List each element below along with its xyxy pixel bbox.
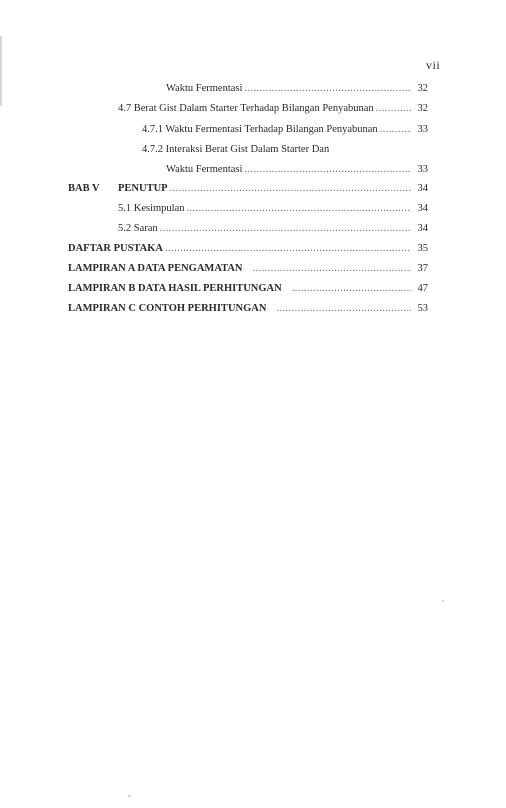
dot-leader <box>376 103 411 114</box>
dot-leader <box>244 164 411 175</box>
toc-entry-label: 4.7.1 Waktu Fermentasi Terhadap Bilangan Penyabunan <box>142 124 378 135</box>
dot-leader <box>160 223 411 234</box>
toc-entry-page: 32 <box>417 103 428 114</box>
toc-entry-label: LAMPIRAN B DATA HASIL PERHITUNGAN <box>68 283 282 294</box>
dot-leader <box>253 263 411 274</box>
toc-entry-lampiran-a <box>68 263 428 274</box>
scan-artifact <box>442 600 444 602</box>
toc-entry-page: 37 <box>417 263 428 274</box>
toc-entry-label: PENUTUP <box>118 183 168 194</box>
dot-leader <box>187 203 412 214</box>
toc-entry-4-7-1 <box>142 124 428 135</box>
toc-entry-page: 34 <box>417 223 428 234</box>
dot-leader <box>276 303 411 314</box>
scan-artifact <box>128 795 131 797</box>
toc-entry-page: 35 <box>417 243 428 254</box>
dot-leader <box>244 83 411 94</box>
toc-entry-daftar-pustaka <box>68 243 428 254</box>
toc-entry-label: Waktu Fermentasi <box>166 83 243 94</box>
toc-entry-lampiran-c <box>68 303 428 314</box>
toc-entry-page: 33 <box>417 124 428 135</box>
toc-entry-5-1 <box>118 203 428 214</box>
toc-entry-label: LAMPIRAN C CONTOH PERHITUNGAN <box>68 303 267 314</box>
toc-entry-page: 33 <box>417 164 428 175</box>
toc-entry-page: 34 <box>417 183 428 194</box>
dot-leader <box>292 283 411 294</box>
dot-leader <box>380 124 411 135</box>
toc-entry-5-2 <box>118 223 428 234</box>
toc-chapter-number: BAB V <box>68 183 100 194</box>
toc-entry-label: 5.2 Saran <box>118 223 158 234</box>
dot-leader <box>165 243 411 254</box>
toc-entry-page: 53 <box>417 303 428 314</box>
toc-entry-4-7 <box>118 103 428 114</box>
toc-entry-bab-v <box>118 183 428 194</box>
dot-leader <box>170 183 411 194</box>
toc-entry-waktu-fermentasi-a <box>166 83 428 94</box>
toc-entry-page: 32 <box>417 83 428 94</box>
toc-entry-label: DAFTAR PUSTAKA <box>68 243 163 254</box>
page-number: vii <box>426 58 441 72</box>
toc-entry-label: 4.7 Berat Gist Dalam Starter Terhadap Bilangan Penyabunan <box>118 103 374 114</box>
toc-entry-label: LAMPIRAN A DATA PENGAMATAN <box>68 263 243 274</box>
toc-entry-waktu-fermentasi-b <box>166 164 428 175</box>
toc-entry-lampiran-b <box>68 283 428 294</box>
scan-artifact <box>0 36 2 106</box>
toc-entry-label: 4.7.2 Interaksi Berat Gist Dalam Starter Dan <box>142 144 330 155</box>
toc-entry-page: 47 <box>417 283 428 294</box>
toc-entry-4-7-2 <box>142 144 428 155</box>
toc-entry-label: 5.1 Kesimpulan <box>118 203 185 214</box>
toc-entry-page: 34 <box>417 203 428 214</box>
toc-entry-label: Waktu Fermentasi <box>166 164 243 175</box>
